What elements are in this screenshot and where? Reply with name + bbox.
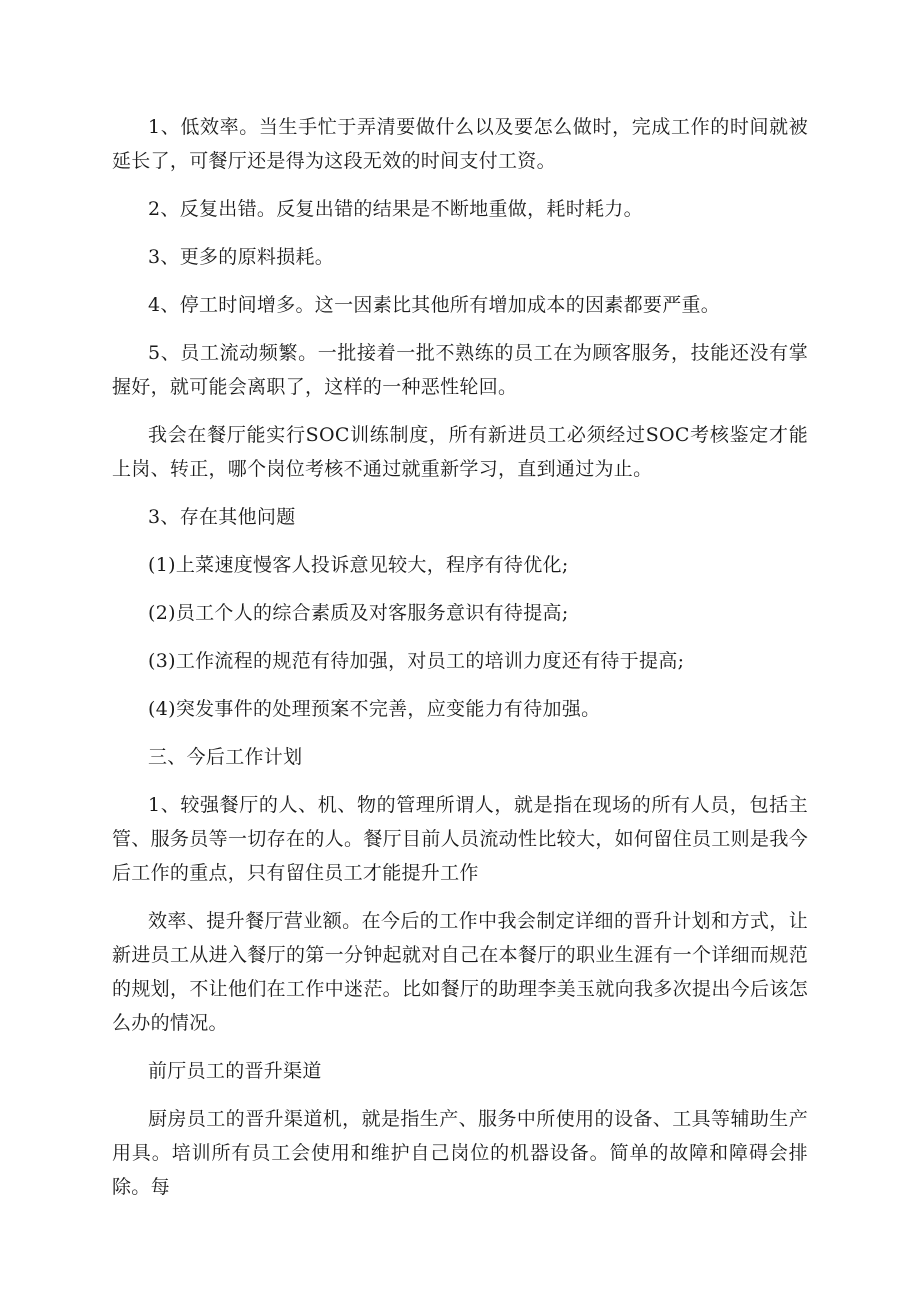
- section-heading-other-problems: 3、存在其他问题: [148, 506, 296, 528]
- problem-item-2: (2)员工个人的综合素质及对客服务意识有待提高;: [148, 602, 569, 624]
- subheading-front-hall-promotion: 前厅员工的晋升渠道: [148, 1060, 322, 1082]
- paragraph-people-management: 1、较强餐厅的人、机、物的管理所谓人，就是指在现场的所有人员，包括主管、服务员等一切存在的人。餐厅目前人员流动性比较大，如何留住员工则是我今后工作的重点，只有留住员工才能提升工作: [112, 794, 808, 884]
- paragraph-promotion-plan: 效率、提升餐厅营业额。在今后的工作中我会制定详细的晋升计划和方式，让新进员工从进入餐厅的第一分钟起就对自己在本餐厅的职业生涯有一个详细而规范的规划，不让他们在工作中迷茫。比如餐厅的助理李美玉就向我多次提出今后该怎么办的情况。: [112, 910, 808, 1034]
- paragraph-repeated-errors: 2、反复出错。反复出错的结果是不断地重做，耗时耗力。: [148, 198, 643, 220]
- paragraph-material-loss: 3、更多的原料损耗。: [148, 246, 335, 268]
- problem-item-4: (4)突发事件的处理预案不完善，应变能力有待加强。: [148, 698, 601, 720]
- section-heading-work-plan: 三、今后工作计划: [148, 746, 303, 768]
- problem-item-1: (1)上菜速度慢客人投诉意见较大，程序有待优化;: [148, 554, 569, 576]
- paragraph-kitchen-promotion: 厨房员工的晋升渠道机，就是指生产、服务中所使用的设备、工具等辅助生产用具。培训所有员工会使用和维护自己岗位的机器设备。简单的故障和障碍会排除。每: [112, 1108, 808, 1198]
- paragraph-low-efficiency: 1、低效率。当生手忙于弄清要做什么以及要怎么做时，完成工作的时间就被延长了，可餐厅还是得为这段无效的时间支付工资。: [112, 116, 808, 172]
- paragraph-staff-turnover: 5、员工流动频繁。一批接着一批不熟练的员工在为顾客服务，技能还没有掌握好，就可能会离职了，这样的一种恶性轮回。: [112, 342, 808, 398]
- problem-item-3: (3)工作流程的规范有待加强，对员工的培训力度还有待于提高;: [148, 650, 685, 672]
- paragraph-soc-training: 我会在餐厅能实行SOC训练制度，所有新进员工必须经过SOC考核鉴定才能上岗、转正，哪个岗位考核不通过就重新学习，直到通过为止。: [112, 424, 808, 480]
- paragraph-downtime: 4、停工时间增多。这一因素比其他所有增加成本的因素都要严重。: [148, 294, 721, 316]
